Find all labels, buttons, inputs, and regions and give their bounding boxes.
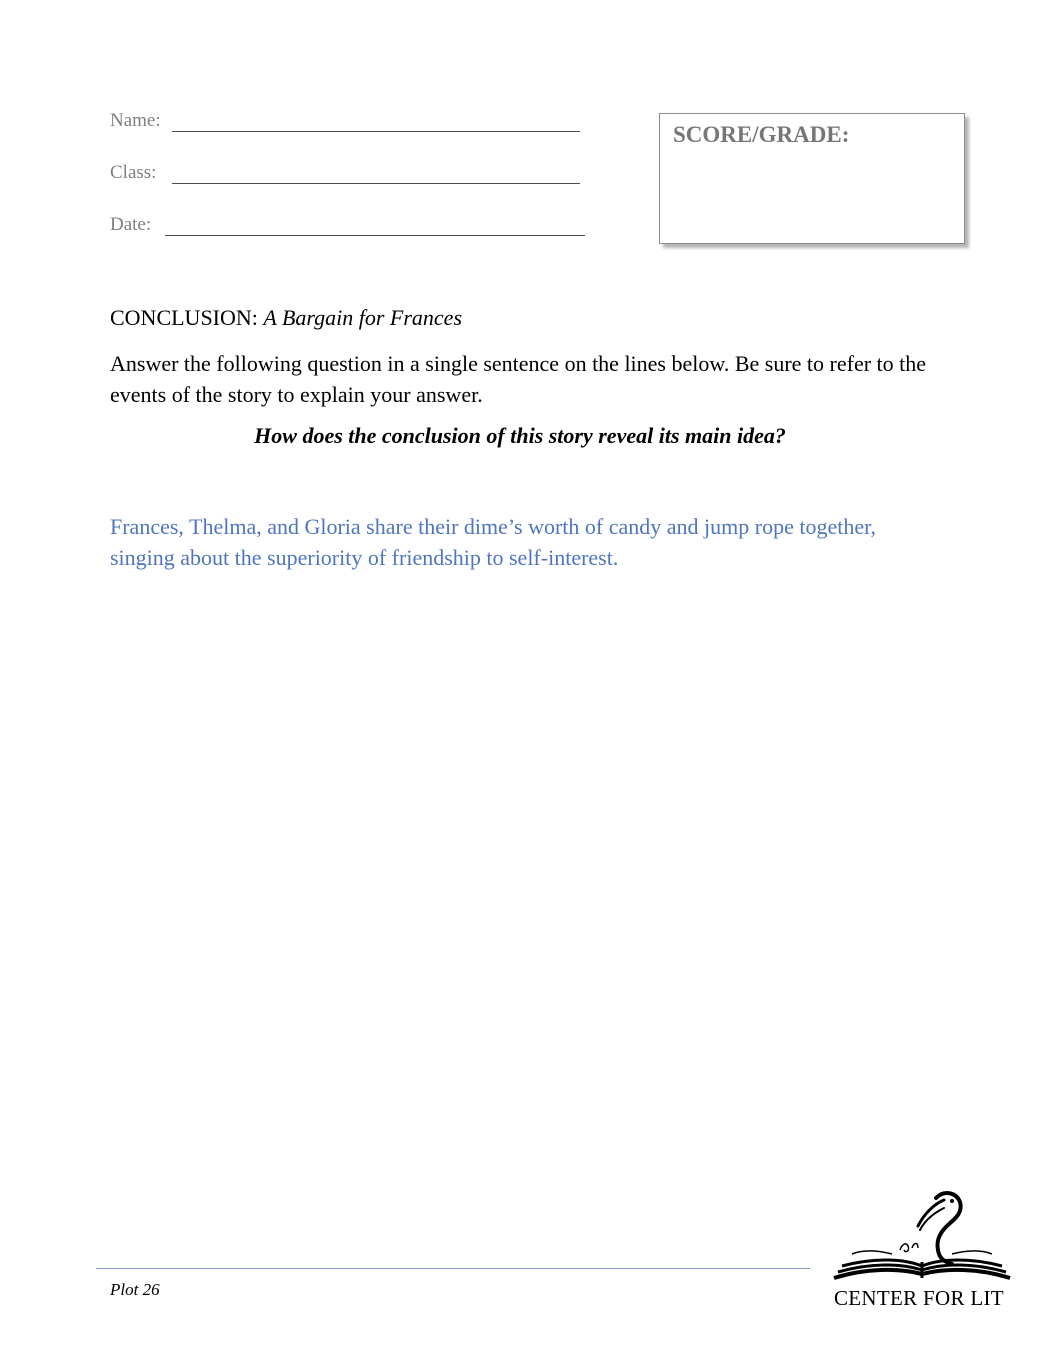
answer-text[interactable]: Frances, Thelma, and Gloria share their dime’s worth of candy and jump rope together, singing about the superiority of friendship to self-interest. (110, 514, 877, 570)
heading-prefix: CONCLUSION: (110, 305, 258, 330)
footer-divider (96, 1268, 810, 1269)
name-field[interactable] (172, 131, 580, 132)
date-label: Date: (110, 214, 152, 235)
name-label: Name: (110, 110, 161, 131)
class-label: Class: (110, 162, 157, 183)
pelican-on-book-icon (832, 1188, 1012, 1288)
date-field[interactable] (165, 235, 585, 236)
question: How does the conclusion of this story reveal its main idea? (254, 423, 786, 448)
class-field[interactable] (172, 183, 580, 184)
logo-text: CENTER FOR LIT (834, 1286, 1004, 1310)
section-heading (110, 305, 462, 331)
page-number: Plot 26 (110, 1280, 160, 1299)
instructions: Answer the following question in a single sentence on the lines below. Be sure to refer to the events of the story to explain your answer. (110, 351, 927, 407)
score-grade-label: SCORE/GRADE: (673, 122, 850, 147)
book-title: A Bargain for Frances (263, 305, 463, 330)
score-grade-box[interactable] (659, 113, 965, 244)
center-for-lit-logo (828, 1188, 1020, 1318)
